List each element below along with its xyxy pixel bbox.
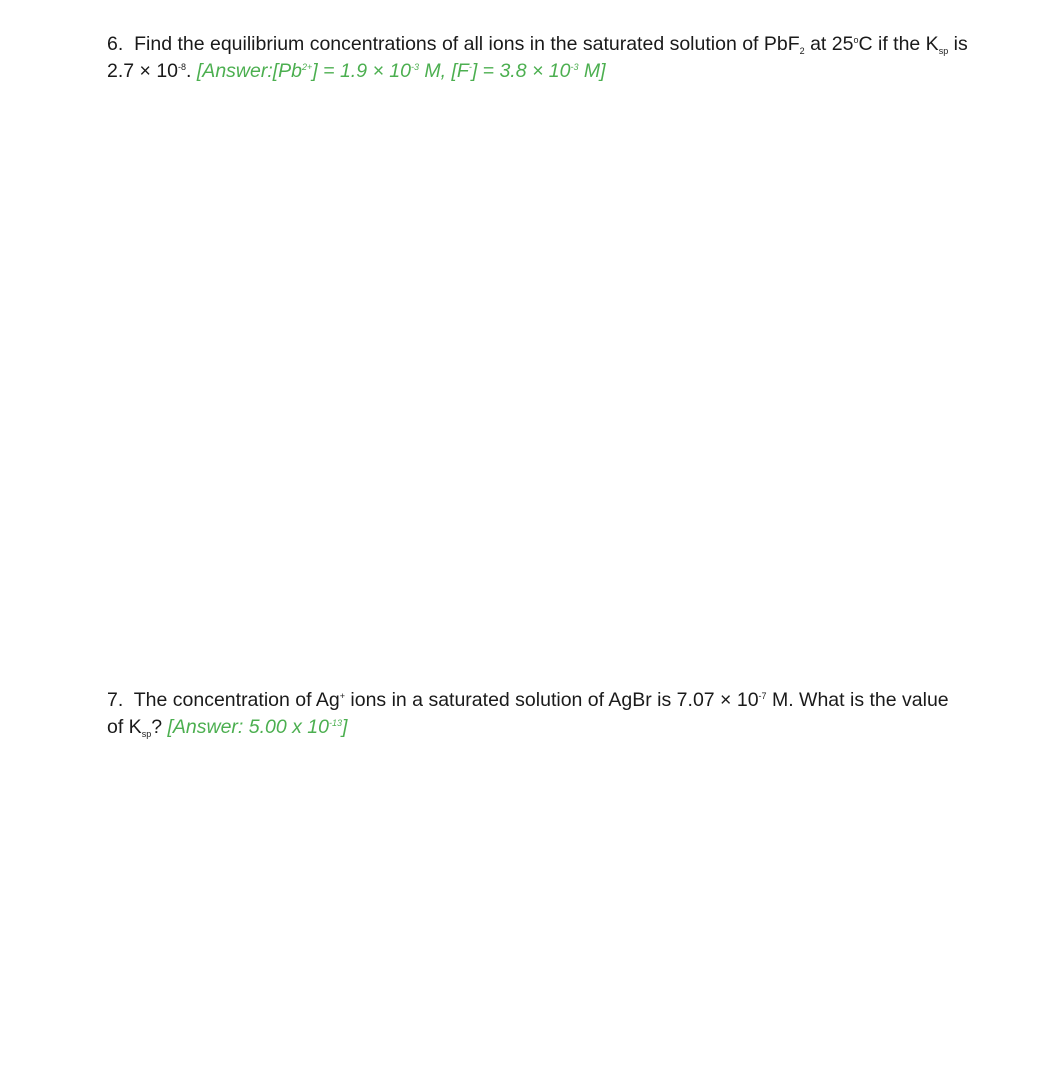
answer-text: ] = 3.8 × 10 — [471, 60, 571, 82]
exponent: -7 — [758, 691, 767, 701]
exponent: -8 — [178, 62, 187, 72]
problem-6-text: Find the equilibrium concentrations of all ions in the saturated solution of PbF — [134, 33, 800, 55]
problem-6-line-2 — [107, 58, 1012, 85]
problem-7-number: 7. — [107, 689, 124, 711]
problem-6-text: at 25 — [804, 33, 854, 55]
degree-symbol: o — [853, 35, 859, 45]
subscript: 2 — [799, 46, 805, 56]
problem-7-text: ions in a saturated solution of AgBr is 7.07 × 10 — [344, 689, 759, 711]
superscript: -13 — [328, 718, 342, 728]
problem-7-text: of K — [107, 716, 142, 738]
problem-6-answer — [197, 60, 606, 82]
answer-text: M, [F — [418, 60, 469, 82]
answer-text: ] — [342, 716, 348, 738]
problem-7-line-1 — [107, 687, 1012, 714]
answer-text: ] = 1.9 × 10 — [312, 60, 411, 82]
problem-7-text: M. What is the value — [766, 689, 949, 711]
problem-7-text: The concentration of Ag — [133, 689, 340, 711]
subscript: sp — [938, 46, 949, 56]
problem-6-text: C if the K — [858, 33, 939, 55]
superscript: + — [339, 691, 345, 701]
problem-6-text: is — [948, 33, 968, 55]
ksp-value: 2.7 × 10 — [107, 60, 179, 82]
subscript: sp — [141, 729, 152, 739]
problem-7 — [107, 687, 1012, 741]
answer-text: [Answer:[Pb — [196, 60, 303, 82]
superscript: -3 — [410, 62, 419, 72]
answer-text: [Answer: 5.00 x 10 — [167, 716, 329, 738]
answer-text: M] — [578, 60, 606, 82]
problem-7-text: ? — [151, 716, 168, 738]
period: . — [186, 60, 192, 82]
superscript: -3 — [570, 62, 579, 72]
problem-7-line-2 — [107, 714, 1012, 741]
problem-6-number: 6. — [107, 33, 124, 55]
problem-6 — [107, 31, 1012, 85]
superscript: - — [468, 62, 472, 72]
problem-7-answer — [167, 716, 347, 738]
problem-6-line-1 — [107, 31, 1012, 58]
superscript: 2+ — [302, 62, 313, 72]
